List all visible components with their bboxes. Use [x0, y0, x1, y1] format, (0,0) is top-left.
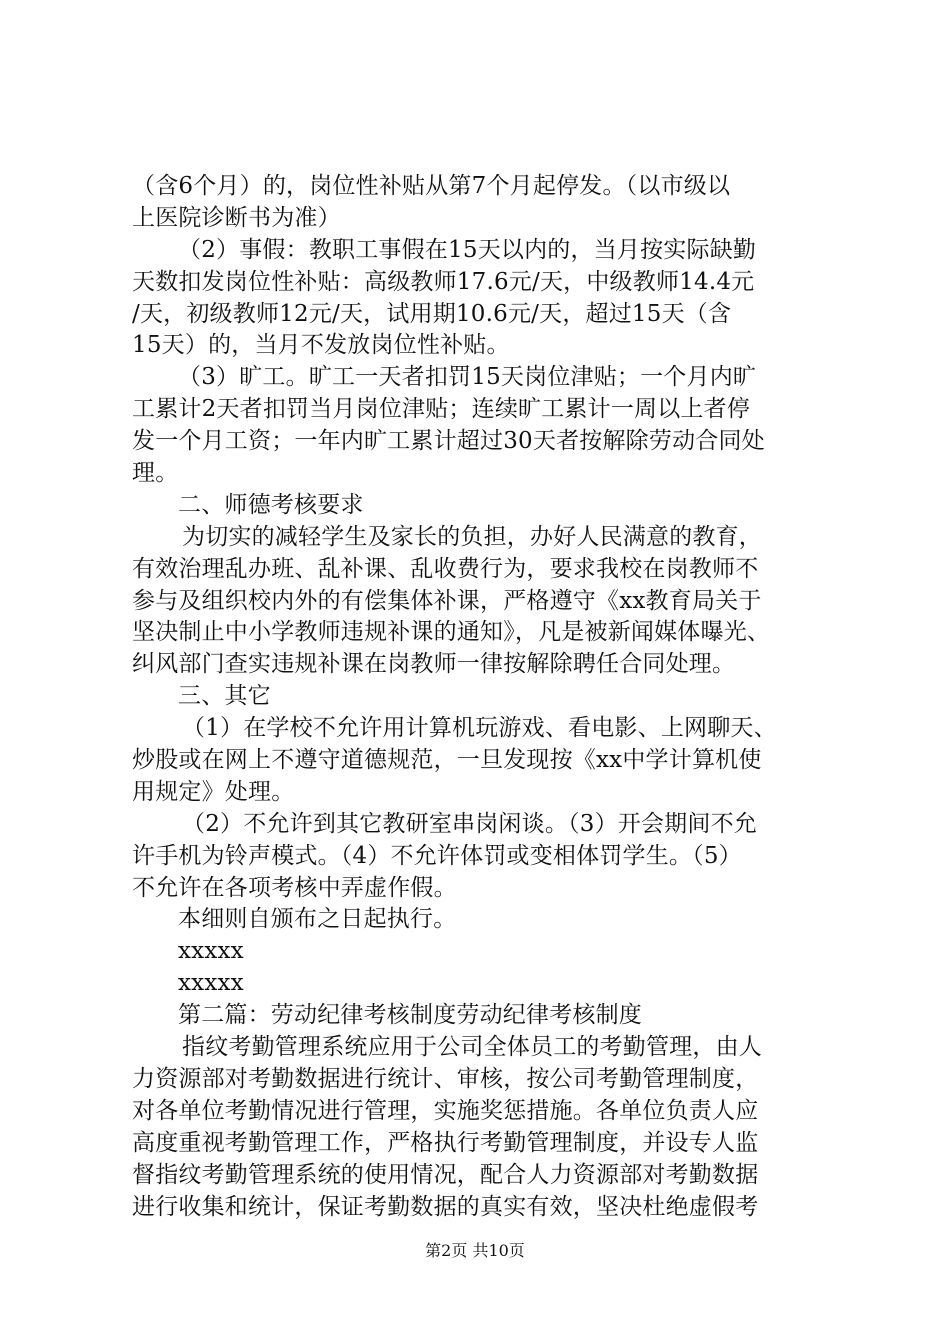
text-line: 本细则自颁布之日起执行。 [178, 906, 457, 933]
text-line: xxxxx [178, 938, 244, 965]
page-number-footer: 第2页 共10页 [425, 1241, 525, 1260]
text-line: 高度重视考勤管理工作，严格执行考勤管理制度，并设专人监 [132, 1129, 759, 1156]
text-line: 进行收集和统计，保证考勤数据的真实有效，坚决杜绝虚假考 [132, 1193, 759, 1220]
text-line: 三、其它 [178, 683, 271, 710]
text-line: 有效治理乱办班、乱补课、乱收费行为，要求我校在岗教师不 [132, 555, 759, 582]
text-line: 对各单位考勤情况进行管理，实施奖惩措施。各单位负责人应 [132, 1097, 759, 1124]
text-line: 坚决制止中小学教师违规补课的通知》，凡是被新闻媒体曝光、 [132, 619, 771, 646]
text-line: （1）在学校不允许用计算机玩游戏、看电影、上网聊天、 [182, 715, 777, 742]
text-line: 15天）的，当月不发放岗位性补贴。 [132, 332, 510, 359]
text-line: 第二篇：劳动纪律考核制度劳动纪律考核制度 [178, 1002, 642, 1029]
document-body [132, 171, 832, 1223]
text-line: 参与及组织校内外的有偿集体补课，严格遵守《xx教育局关于 [132, 587, 762, 614]
text-line: （3）旷工。旷工一天者扣罚15天岗位津贴；一个月内旷 [178, 364, 757, 391]
text-line: （2）不允许到其它教研室串岗闲谈。（3）开会期间不允 [182, 810, 757, 837]
text-line: 纠风部门查实违规补课在岗教师一律按解除聘任合同处理。 [132, 651, 736, 678]
text-line: xxxxx [178, 970, 244, 997]
text-line: 督指纹考勤管理系统的使用情况，配合人力资源部对考勤数据 [132, 1161, 759, 1188]
text-line: 为切实的减轻学生及家长的负担，办好人民满意的教育， [182, 523, 762, 550]
text-line: 天数扣发岗位性补贴：高级教师17.6元/天，中级教师14.4元 [132, 268, 755, 295]
text-line: 用规定》处理。 [132, 778, 295, 805]
text-line: （含6个月）的，岗位性补贴从第7个月起停发。（以市级以 [132, 173, 731, 199]
text-line: /天，初级教师12元/天，试用期10.6元/天，超过15天（含 [132, 300, 732, 327]
text-line: 上医院诊断书为准） [132, 204, 341, 231]
text-line: 炒股或在网上不遵守道德规范，一旦发现按《xx中学计算机使 [132, 747, 762, 774]
text-line: 理。 [132, 460, 179, 487]
text-line: 发一个月工资；一年内旷工累计超过30天者按解除劳动合同处 [132, 428, 765, 455]
text-line: （2）事假：教职工事假在15天以内的，当月按实际缺勤 [178, 236, 757, 263]
text-line: 二、师德考核要求 [178, 491, 364, 518]
text-line: 不允许在各项考核中弄虚作假。 [132, 874, 457, 901]
text-line: 工累计2天者扣罚当月岗位津贴；连续旷工累计一周以上者停 [132, 396, 751, 423]
text-line: 许手机为铃声模式。（4）不允许体罚或变相体罚学生。（5） [132, 842, 742, 869]
text-line: 指纹考勤管理系统应用于公司全体员工的考勤管理，由人 [182, 1034, 762, 1061]
text-line: 力资源部对考勤数据进行统计、审核，按公司考勤管理制度， [132, 1065, 759, 1092]
